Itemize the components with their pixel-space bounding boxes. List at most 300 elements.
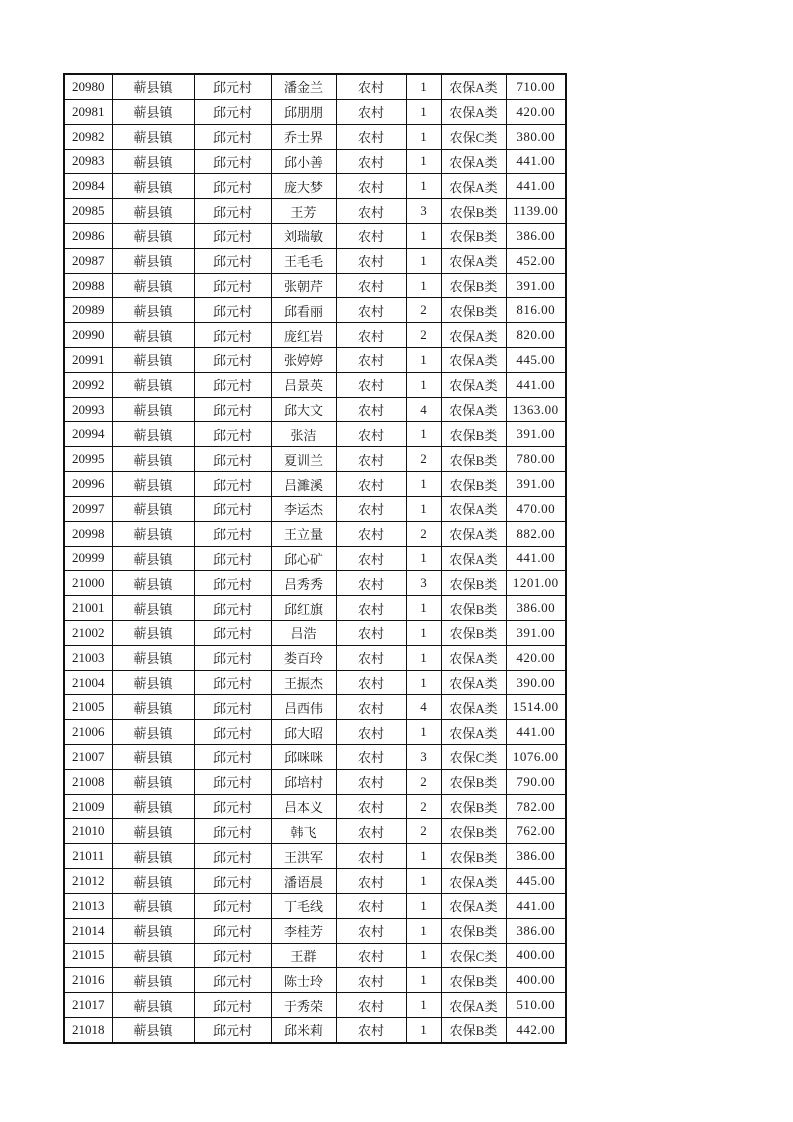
cell-amount: 790.00 <box>506 769 566 794</box>
cell-name: 庞大梦 <box>271 174 336 199</box>
cell-count: 1 <box>406 223 441 248</box>
cell-name: 邱咪咪 <box>271 745 336 770</box>
cell-count: 3 <box>406 745 441 770</box>
cell-amount: 510.00 <box>506 993 566 1018</box>
cell-amount: 390.00 <box>506 670 566 695</box>
cell-residence: 农村 <box>336 968 406 993</box>
cell-residence: 农村 <box>336 993 406 1018</box>
cell-town: 蕲县镇 <box>112 620 194 645</box>
cell-amount: 882.00 <box>506 521 566 546</box>
cell-town: 蕲县镇 <box>112 298 194 323</box>
cell-name: 吕秀秀 <box>271 571 336 596</box>
cell-village: 邱元村 <box>194 298 271 323</box>
cell-amount: 820.00 <box>506 323 566 348</box>
cell-count: 1 <box>406 348 441 373</box>
table-row <box>64 670 566 695</box>
cell-count: 1 <box>406 248 441 273</box>
cell-amount: 420.00 <box>506 645 566 670</box>
cell-residence: 农村 <box>336 695 406 720</box>
cell-category: 农保C类 <box>441 745 506 770</box>
table-row <box>64 968 566 993</box>
cell-count: 1 <box>406 472 441 497</box>
cell-name: 潘语晨 <box>271 869 336 894</box>
cell-category: 农保B类 <box>441 769 506 794</box>
cell-id: 21005 <box>64 695 112 720</box>
table-row <box>64 645 566 670</box>
cell-residence: 农村 <box>336 124 406 149</box>
cell-residence: 农村 <box>336 99 406 124</box>
cell-id: 20984 <box>64 174 112 199</box>
cell-town: 蕲县镇 <box>112 273 194 298</box>
table-row <box>64 74 566 99</box>
table-row <box>64 248 566 273</box>
table-row <box>64 273 566 298</box>
cell-id: 21010 <box>64 819 112 844</box>
cell-village: 邱元村 <box>194 496 271 521</box>
cell-town: 蕲县镇 <box>112 596 194 621</box>
table-row <box>64 769 566 794</box>
cell-name: 刘瑞敏 <box>271 223 336 248</box>
cell-count: 1 <box>406 372 441 397</box>
cell-village: 邱元村 <box>194 993 271 1018</box>
cell-amount: 391.00 <box>506 422 566 447</box>
cell-village: 邱元村 <box>194 323 271 348</box>
cell-town: 蕲县镇 <box>112 447 194 472</box>
cell-amount: 441.00 <box>506 893 566 918</box>
table-row <box>64 496 566 521</box>
cell-count: 1 <box>406 620 441 645</box>
table-row <box>64 199 566 224</box>
cell-category: 农保A类 <box>441 323 506 348</box>
cell-residence: 农村 <box>336 199 406 224</box>
cell-category: 农保A类 <box>441 99 506 124</box>
cell-residence: 农村 <box>336 372 406 397</box>
cell-town: 蕲县镇 <box>112 348 194 373</box>
cell-count: 3 <box>406 571 441 596</box>
cell-id: 21008 <box>64 769 112 794</box>
cell-town: 蕲县镇 <box>112 248 194 273</box>
cell-name: 娄百玲 <box>271 645 336 670</box>
cell-residence: 农村 <box>336 472 406 497</box>
cell-id: 21003 <box>64 645 112 670</box>
cell-village: 邱元村 <box>194 794 271 819</box>
cell-amount: 386.00 <box>506 918 566 943</box>
cell-amount: 441.00 <box>506 372 566 397</box>
cell-count: 1 <box>406 174 441 199</box>
cell-count: 1 <box>406 273 441 298</box>
cell-id: 21012 <box>64 869 112 894</box>
cell-town: 蕲县镇 <box>112 397 194 422</box>
table-row <box>64 546 566 571</box>
cell-residence: 农村 <box>336 397 406 422</box>
cell-id: 20986 <box>64 223 112 248</box>
cell-name: 邱小善 <box>271 149 336 174</box>
cell-count: 1 <box>406 149 441 174</box>
cell-amount: 1201.00 <box>506 571 566 596</box>
table-row <box>64 422 566 447</box>
cell-name: 吕景英 <box>271 372 336 397</box>
cell-amount: 1076.00 <box>506 745 566 770</box>
cell-id: 21014 <box>64 918 112 943</box>
cell-village: 邱元村 <box>194 199 271 224</box>
cell-category: 农保B类 <box>441 819 506 844</box>
cell-id: 20989 <box>64 298 112 323</box>
cell-count: 1 <box>406 918 441 943</box>
cell-town: 蕲县镇 <box>112 99 194 124</box>
cell-amount: 782.00 <box>506 794 566 819</box>
cell-village: 邱元村 <box>194 397 271 422</box>
cell-category: 农保A类 <box>441 74 506 99</box>
cell-count: 3 <box>406 199 441 224</box>
cell-residence: 农村 <box>336 943 406 968</box>
table-row <box>64 149 566 174</box>
cell-town: 蕲县镇 <box>112 968 194 993</box>
table-row <box>64 893 566 918</box>
cell-village: 邱元村 <box>194 670 271 695</box>
cell-residence: 农村 <box>336 794 406 819</box>
cell-category: 农保B类 <box>441 273 506 298</box>
cell-residence: 农村 <box>336 670 406 695</box>
cell-town: 蕲县镇 <box>112 149 194 174</box>
cell-name: 李运杰 <box>271 496 336 521</box>
table-row <box>64 794 566 819</box>
table-row <box>64 918 566 943</box>
cell-count: 2 <box>406 794 441 819</box>
cell-village: 邱元村 <box>194 472 271 497</box>
cell-village: 邱元村 <box>194 720 271 745</box>
table-row <box>64 720 566 745</box>
cell-name: 韩飞 <box>271 819 336 844</box>
cell-category: 农保A类 <box>441 397 506 422</box>
cell-name: 李桂芳 <box>271 918 336 943</box>
cell-residence: 农村 <box>336 348 406 373</box>
cell-category: 农保A类 <box>441 348 506 373</box>
cell-id: 20995 <box>64 447 112 472</box>
cell-amount: 400.00 <box>506 968 566 993</box>
cell-amount: 380.00 <box>506 124 566 149</box>
cell-name: 潘金兰 <box>271 74 336 99</box>
cell-residence: 农村 <box>336 844 406 869</box>
cell-name: 吕濉溪 <box>271 472 336 497</box>
cell-village: 邱元村 <box>194 645 271 670</box>
cell-residence: 农村 <box>336 620 406 645</box>
cell-town: 蕲县镇 <box>112 223 194 248</box>
cell-residence: 农村 <box>336 496 406 521</box>
cell-count: 1 <box>406 124 441 149</box>
cell-count: 2 <box>406 769 441 794</box>
cell-town: 蕲县镇 <box>112 323 194 348</box>
cell-id: 20996 <box>64 472 112 497</box>
cell-name: 吕浩 <box>271 620 336 645</box>
cell-village: 邱元村 <box>194 695 271 720</box>
cell-residence: 农村 <box>336 571 406 596</box>
cell-category: 农保B类 <box>441 223 506 248</box>
table-row <box>64 99 566 124</box>
cell-village: 邱元村 <box>194 620 271 645</box>
table-row <box>64 695 566 720</box>
cell-category: 农保A类 <box>441 893 506 918</box>
cell-count: 1 <box>406 99 441 124</box>
table-row <box>64 596 566 621</box>
cell-town: 蕲县镇 <box>112 546 194 571</box>
cell-amount: 441.00 <box>506 546 566 571</box>
cell-count: 2 <box>406 323 441 348</box>
cell-town: 蕲县镇 <box>112 943 194 968</box>
cell-id: 21006 <box>64 720 112 745</box>
cell-id: 21000 <box>64 571 112 596</box>
cell-category: 农保B类 <box>441 794 506 819</box>
table-row <box>64 323 566 348</box>
cell-village: 邱元村 <box>194 74 271 99</box>
cell-amount: 816.00 <box>506 298 566 323</box>
cell-amount: 441.00 <box>506 720 566 745</box>
cell-category: 农保A类 <box>441 645 506 670</box>
table-row <box>64 844 566 869</box>
cell-name: 吕本义 <box>271 794 336 819</box>
cell-amount: 1363.00 <box>506 397 566 422</box>
cell-residence: 农村 <box>336 645 406 670</box>
table-row <box>64 298 566 323</box>
cell-village: 邱元村 <box>194 422 271 447</box>
cell-town: 蕲县镇 <box>112 422 194 447</box>
cell-category: 农保A类 <box>441 720 506 745</box>
cell-town: 蕲县镇 <box>112 124 194 149</box>
cell-category: 农保B类 <box>441 298 506 323</box>
cell-village: 邱元村 <box>194 745 271 770</box>
cell-village: 邱元村 <box>194 1017 271 1043</box>
cell-id: 20987 <box>64 248 112 273</box>
cell-name: 邱红旗 <box>271 596 336 621</box>
cell-town: 蕲县镇 <box>112 745 194 770</box>
cell-category: 农保A类 <box>441 149 506 174</box>
cell-village: 邱元村 <box>194 149 271 174</box>
cell-amount: 1514.00 <box>506 695 566 720</box>
cell-id: 20981 <box>64 99 112 124</box>
cell-residence: 农村 <box>336 819 406 844</box>
cell-amount: 710.00 <box>506 74 566 99</box>
cell-town: 蕲县镇 <box>112 918 194 943</box>
cell-count: 2 <box>406 298 441 323</box>
cell-count: 2 <box>406 447 441 472</box>
cell-amount: 400.00 <box>506 943 566 968</box>
cell-count: 1 <box>406 893 441 918</box>
cell-amount: 762.00 <box>506 819 566 844</box>
cell-town: 蕲县镇 <box>112 670 194 695</box>
table-row <box>64 745 566 770</box>
cell-name: 王群 <box>271 943 336 968</box>
cell-name: 王立量 <box>271 521 336 546</box>
cell-name: 邱大文 <box>271 397 336 422</box>
cell-village: 邱元村 <box>194 943 271 968</box>
cell-category: 农保B类 <box>441 199 506 224</box>
cell-count: 1 <box>406 844 441 869</box>
cell-name: 张洁 <box>271 422 336 447</box>
cell-name: 邱心矿 <box>271 546 336 571</box>
cell-village: 邱元村 <box>194 596 271 621</box>
cell-town: 蕲县镇 <box>112 893 194 918</box>
cell-category: 农保B类 <box>441 596 506 621</box>
cell-village: 邱元村 <box>194 869 271 894</box>
table-row <box>64 472 566 497</box>
cell-village: 邱元村 <box>194 918 271 943</box>
cell-category: 农保B类 <box>441 968 506 993</box>
table-row <box>64 1017 566 1043</box>
cell-id: 20991 <box>64 348 112 373</box>
cell-amount: 391.00 <box>506 273 566 298</box>
cell-count: 1 <box>406 943 441 968</box>
cell-residence: 农村 <box>336 918 406 943</box>
cell-village: 邱元村 <box>194 174 271 199</box>
cell-id: 21002 <box>64 620 112 645</box>
cell-village: 邱元村 <box>194 844 271 869</box>
cell-count: 2 <box>406 521 441 546</box>
cell-category: 农保B类 <box>441 472 506 497</box>
cell-town: 蕲县镇 <box>112 869 194 894</box>
cell-category: 农保A类 <box>441 496 506 521</box>
cell-category: 农保A类 <box>441 546 506 571</box>
cell-residence: 农村 <box>336 149 406 174</box>
cell-name: 吕西伟 <box>271 695 336 720</box>
cell-name: 庞红岩 <box>271 323 336 348</box>
cell-id: 21011 <box>64 844 112 869</box>
cell-residence: 农村 <box>336 769 406 794</box>
cell-residence: 农村 <box>336 273 406 298</box>
cell-category: 农保A类 <box>441 993 506 1018</box>
cell-amount: 441.00 <box>506 149 566 174</box>
cell-id: 21009 <box>64 794 112 819</box>
cell-id: 20980 <box>64 74 112 99</box>
cell-amount: 391.00 <box>506 472 566 497</box>
cell-count: 4 <box>406 397 441 422</box>
cell-town: 蕲县镇 <box>112 372 194 397</box>
table-row <box>64 124 566 149</box>
cell-residence: 农村 <box>336 422 406 447</box>
cell-village: 邱元村 <box>194 99 271 124</box>
cell-name: 邱看丽 <box>271 298 336 323</box>
cell-id: 21018 <box>64 1017 112 1043</box>
cell-village: 邱元村 <box>194 546 271 571</box>
cell-id: 20993 <box>64 397 112 422</box>
cell-village: 邱元村 <box>194 447 271 472</box>
cell-name: 夏训兰 <box>271 447 336 472</box>
table-row <box>64 819 566 844</box>
cell-town: 蕲县镇 <box>112 769 194 794</box>
cell-residence: 农村 <box>336 546 406 571</box>
cell-amount: 470.00 <box>506 496 566 521</box>
cell-name: 乔士界 <box>271 124 336 149</box>
cell-residence: 农村 <box>336 174 406 199</box>
cell-id: 21015 <box>64 943 112 968</box>
cell-name: 王毛毛 <box>271 248 336 273</box>
table-row <box>64 943 566 968</box>
cell-town: 蕲县镇 <box>112 844 194 869</box>
cell-name: 邱米莉 <box>271 1017 336 1043</box>
cell-id: 20999 <box>64 546 112 571</box>
cell-category: 农保B类 <box>441 844 506 869</box>
cell-id: 21013 <box>64 893 112 918</box>
cell-town: 蕲县镇 <box>112 571 194 596</box>
cell-village: 邱元村 <box>194 348 271 373</box>
cell-town: 蕲县镇 <box>112 645 194 670</box>
cell-village: 邱元村 <box>194 968 271 993</box>
cell-count: 1 <box>406 993 441 1018</box>
cell-id: 20994 <box>64 422 112 447</box>
cell-category: 农保B类 <box>441 620 506 645</box>
cell-town: 蕲县镇 <box>112 496 194 521</box>
cell-residence: 农村 <box>336 596 406 621</box>
cell-count: 4 <box>406 695 441 720</box>
cell-id: 20992 <box>64 372 112 397</box>
cell-village: 邱元村 <box>194 893 271 918</box>
cell-village: 邱元村 <box>194 372 271 397</box>
table-row <box>64 869 566 894</box>
cell-amount: 442.00 <box>506 1017 566 1043</box>
cell-village: 邱元村 <box>194 273 271 298</box>
cell-residence: 农村 <box>336 447 406 472</box>
cell-amount: 391.00 <box>506 620 566 645</box>
cell-residence: 农村 <box>336 893 406 918</box>
cell-amount: 780.00 <box>506 447 566 472</box>
cell-amount: 386.00 <box>506 596 566 621</box>
table-row <box>64 397 566 422</box>
cell-name: 邱培村 <box>271 769 336 794</box>
cell-village: 邱元村 <box>194 769 271 794</box>
cell-count: 1 <box>406 422 441 447</box>
cell-residence: 农村 <box>336 323 406 348</box>
cell-town: 蕲县镇 <box>112 720 194 745</box>
cell-residence: 农村 <box>336 1017 406 1043</box>
table-row <box>64 223 566 248</box>
cell-name: 王洪军 <box>271 844 336 869</box>
cell-id: 20982 <box>64 124 112 149</box>
cell-village: 邱元村 <box>194 124 271 149</box>
cell-town: 蕲县镇 <box>112 1017 194 1043</box>
table-row <box>64 447 566 472</box>
cell-amount: 445.00 <box>506 869 566 894</box>
cell-count: 1 <box>406 496 441 521</box>
table-row <box>64 993 566 1018</box>
cell-name: 王芳 <box>271 199 336 224</box>
cell-category: 农保A类 <box>441 695 506 720</box>
cell-amount: 1139.00 <box>506 199 566 224</box>
cell-category: 农保B类 <box>441 571 506 596</box>
cell-count: 1 <box>406 645 441 670</box>
cell-amount: 445.00 <box>506 348 566 373</box>
cell-id: 20985 <box>64 199 112 224</box>
cell-village: 邱元村 <box>194 571 271 596</box>
cell-category: 农保B类 <box>441 1017 506 1043</box>
cell-residence: 农村 <box>336 720 406 745</box>
cell-village: 邱元村 <box>194 819 271 844</box>
cell-name: 陈士玲 <box>271 968 336 993</box>
cell-id: 20990 <box>64 323 112 348</box>
cell-category: 农保A类 <box>441 670 506 695</box>
cell-count: 1 <box>406 596 441 621</box>
cell-category: 农保A类 <box>441 869 506 894</box>
cell-count: 1 <box>406 74 441 99</box>
cell-town: 蕲县镇 <box>112 993 194 1018</box>
cell-name: 邱朋朋 <box>271 99 336 124</box>
cell-category: 农保C类 <box>441 943 506 968</box>
cell-name: 于秀荣 <box>271 993 336 1018</box>
cell-amount: 441.00 <box>506 174 566 199</box>
table-row <box>64 348 566 373</box>
cell-category: 农保B类 <box>441 447 506 472</box>
cell-count: 1 <box>406 1017 441 1043</box>
cell-town: 蕲县镇 <box>112 199 194 224</box>
cell-count: 1 <box>406 546 441 571</box>
cell-name: 王振杰 <box>271 670 336 695</box>
